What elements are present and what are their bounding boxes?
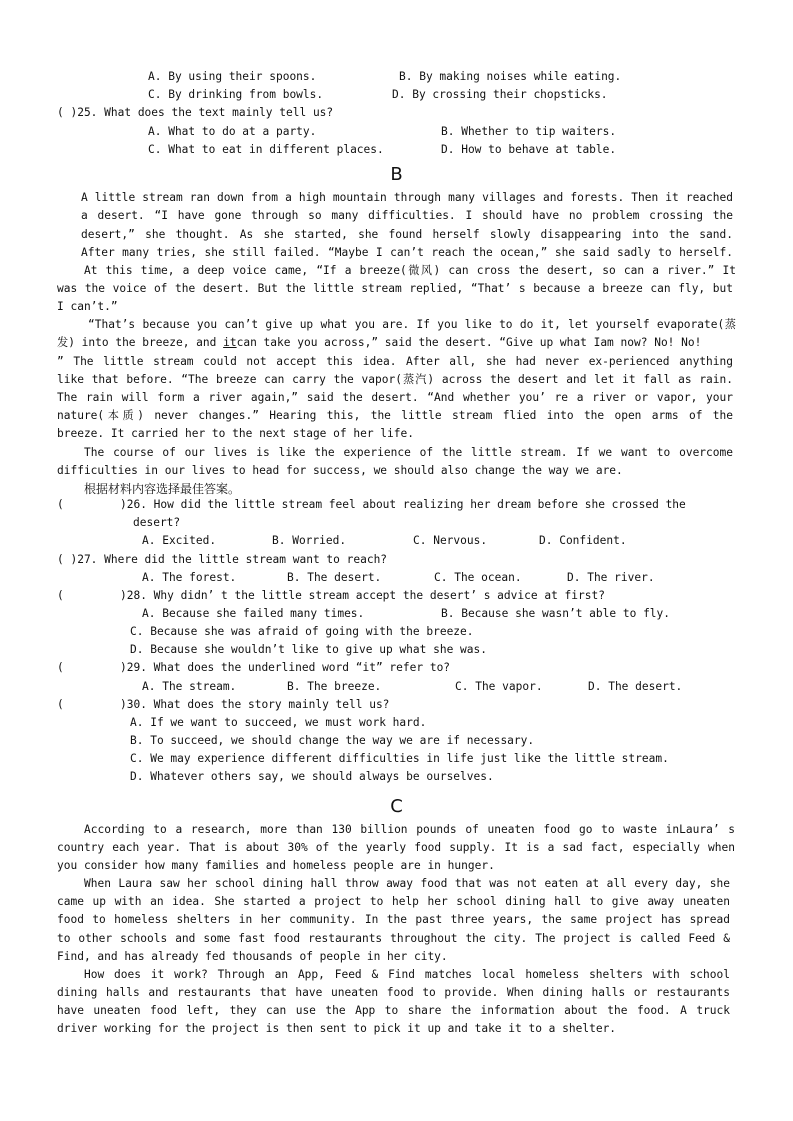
passage-c-line-1: According to a research, more than 130 billion pounds of uneaten food go to waste inLaura’ s xyxy=(84,823,735,836)
q26-option-c[interactable]: C. Nervous. xyxy=(413,534,488,547)
passage-b-line-2: a desert. “I have gone through so many difficulties. I should have no problem crossing the xyxy=(81,209,733,222)
passage-b-line-16: difficulties in our lives to head for success, we should also change the way we are. xyxy=(57,464,623,477)
q30-option-a[interactable]: A. If we want to succeed, we must work hard. xyxy=(130,716,427,729)
passage-b-line-9 xyxy=(57,334,737,352)
passage-b-line-13: nature(本质) never changes.” Hearing this, the little stream flied into the open arms of the xyxy=(57,409,733,422)
passage-b-line-10: ” The little stream could not accept this idea. After all, she had never ex-perienced anything xyxy=(57,355,733,368)
q25-option-a[interactable]: A. What to do at a party. xyxy=(148,125,317,138)
q25-option-d[interactable]: D. How to behave at table. xyxy=(441,143,617,156)
q28-option-c[interactable]: C. Because she was afraid of going with the breeze. xyxy=(130,625,474,638)
q26-option-a[interactable]: A. Excited. xyxy=(142,534,217,547)
q25-option-b[interactable]: B. Whether to tip waiters. xyxy=(441,125,617,138)
passage-b-line-9-start: 发) into the breeze, and xyxy=(57,336,217,349)
q29-stem: )29. What does the underlined word “it” refer to? xyxy=(120,661,451,674)
passage-c-line-12: driver working for the project is then sent to pick it up and take it to a shelter. xyxy=(57,1022,617,1035)
q28-option-b[interactable]: B. Because she wasn’t able to fly. xyxy=(441,607,671,620)
passage-b-line-7: I can’t.” xyxy=(57,300,118,313)
q30-option-c[interactable]: C. We may experience different difficulties in life just like the little stream. xyxy=(130,752,669,765)
q25-stem: ( )25. What does the text mainly tell us? xyxy=(57,106,334,119)
passage-b-line-15: The course of our lives is like the experience of the little stream. If we want to overcome xyxy=(84,446,733,459)
instruction-text: 根据材料内容选择最佳答案。 xyxy=(84,482,241,496)
passage-c-line-7: to other schools and some fast food restaurants throughout the city. The project is called Feed & xyxy=(57,932,730,945)
passage-b-line-6: was the voice of the desert. But the little stream replied, “That’ s because a breeze can fly, but xyxy=(57,282,733,295)
q27-option-d[interactable]: D. The river. xyxy=(567,571,655,584)
q29-bracket[interactable]: ( xyxy=(57,661,64,674)
passage-c-line-10: dining halls and restaurants that have uneaten food to provide. When dining halls or restaurants xyxy=(57,986,730,999)
passage-b-line-12: The rain will form a river again,” said the desert. “And whether you’ re a river or vapor, your xyxy=(57,391,733,404)
q30-option-b[interactable]: B. To succeed, we should change the way we are if necessary. xyxy=(130,734,535,747)
passage-c-line-3: you consider how many families and homeless people are in hunger. xyxy=(57,859,495,872)
passage-b-line-14: breeze. It carried her to the next stage of her life. xyxy=(57,427,414,440)
q28-option-a[interactable]: A. Because she failed many times. xyxy=(142,607,365,620)
q26-stem-cont: desert? xyxy=(133,516,181,529)
q27-option-c[interactable]: C. The ocean. xyxy=(434,571,522,584)
q24-option-d[interactable]: D. By crossing their chopsticks. xyxy=(392,88,608,101)
passage-b-line-5: At this time, a deep voice came, “If a breeze(微风) can cross the desert, so can a river.” It xyxy=(84,264,736,277)
passage-c-line-11: have uneaten food left, they can use the App to share the information about the food. A truck xyxy=(57,1004,730,1017)
passage-b-line-4: After many tries, she still failed. “Maybe I can’t reach the ocean,” she said sadly to herself. xyxy=(81,246,733,259)
section-c-heading: C xyxy=(390,796,403,817)
q28-bracket[interactable]: ( xyxy=(57,589,64,602)
passage-c-line-4: When Laura saw her school dining hall throw away food that was not eaten at all every day, she xyxy=(84,877,730,890)
q29-option-c[interactable]: C. The vapor. xyxy=(455,680,543,693)
q26-option-d[interactable]: D. Confident. xyxy=(539,534,627,547)
q29-option-d[interactable]: D. The desert. xyxy=(588,680,683,693)
q24-option-a[interactable]: A. By using their spoons. xyxy=(148,70,317,83)
q26-option-b[interactable]: B. Worried. xyxy=(272,534,347,547)
passage-c-line-2: country each year. That is about 30% of the yearly food supply. It is a sad fact, especially when xyxy=(57,841,735,854)
q26-stem: )26. How did the little stream feel about realizing her dream before she crossed the xyxy=(120,498,686,511)
passage-c-line-5: came up with an idea. She started a project to help her school dining hall to give away uneaten xyxy=(57,895,730,908)
passage-b-line-8: “That’s because you can’t give up what you are. If you like to do it, let yourself evaporate(蒸 xyxy=(88,318,736,331)
q29-option-a[interactable]: A. The stream. xyxy=(142,680,237,693)
q27-option-a[interactable]: A. The forest. xyxy=(142,571,237,584)
q28-option-d[interactable]: D. Because she wouldn’t like to give up what she was. xyxy=(130,643,487,656)
q29-option-b[interactable]: B. The breeze. xyxy=(287,680,382,693)
section-b-heading: B xyxy=(390,164,403,185)
q25-option-c[interactable]: C. What to eat in different places. xyxy=(148,143,384,156)
q24-option-c[interactable]: C. By drinking from bowls. xyxy=(148,88,324,101)
q26-bracket[interactable]: ( xyxy=(57,498,64,511)
q24-option-b[interactable]: B. By making noises while eating. xyxy=(399,70,622,83)
q28-stem: )28. Why didn’ t the little stream accept the desert’ s advice at first? xyxy=(120,589,605,602)
passage-c-line-8: Find, and has already fed thousands of people in her city. xyxy=(57,950,448,963)
passage-b-line-9-end: can take you across,” said the desert. “Give up what Iam now? No! No! xyxy=(236,336,702,349)
q30-bracket[interactable]: ( xyxy=(57,698,64,711)
passage-b-line-11: like that before. “The breeze can carry the vapor(蒸汽) across the desert and let it fall as rain. xyxy=(57,373,733,386)
passage-c-line-6: food to homeless shelters in her community. In the past three years, the same project has spread xyxy=(57,913,730,926)
passage-b-line-1: A little stream ran down from a high mountain through many villages and forests. Then it reached xyxy=(81,191,733,204)
q30-option-d[interactable]: D. Whatever others say, we should always be ourselves. xyxy=(130,770,494,783)
q27-option-b[interactable]: B. The desert. xyxy=(287,571,382,584)
passage-b-line-3: desert,” she thought. As she started, she found herself slowly disappearing into the sand. xyxy=(81,228,733,241)
q30-stem: )30. What does the story mainly tell us? xyxy=(120,698,390,711)
passage-c-line-9: How does it work? Through an App, Feed & Find matches local homeless shelters with school xyxy=(84,968,730,981)
underlined-word-it: it xyxy=(223,336,237,349)
q27-stem: ( )27. Where did the little stream want to reach? xyxy=(57,553,388,566)
